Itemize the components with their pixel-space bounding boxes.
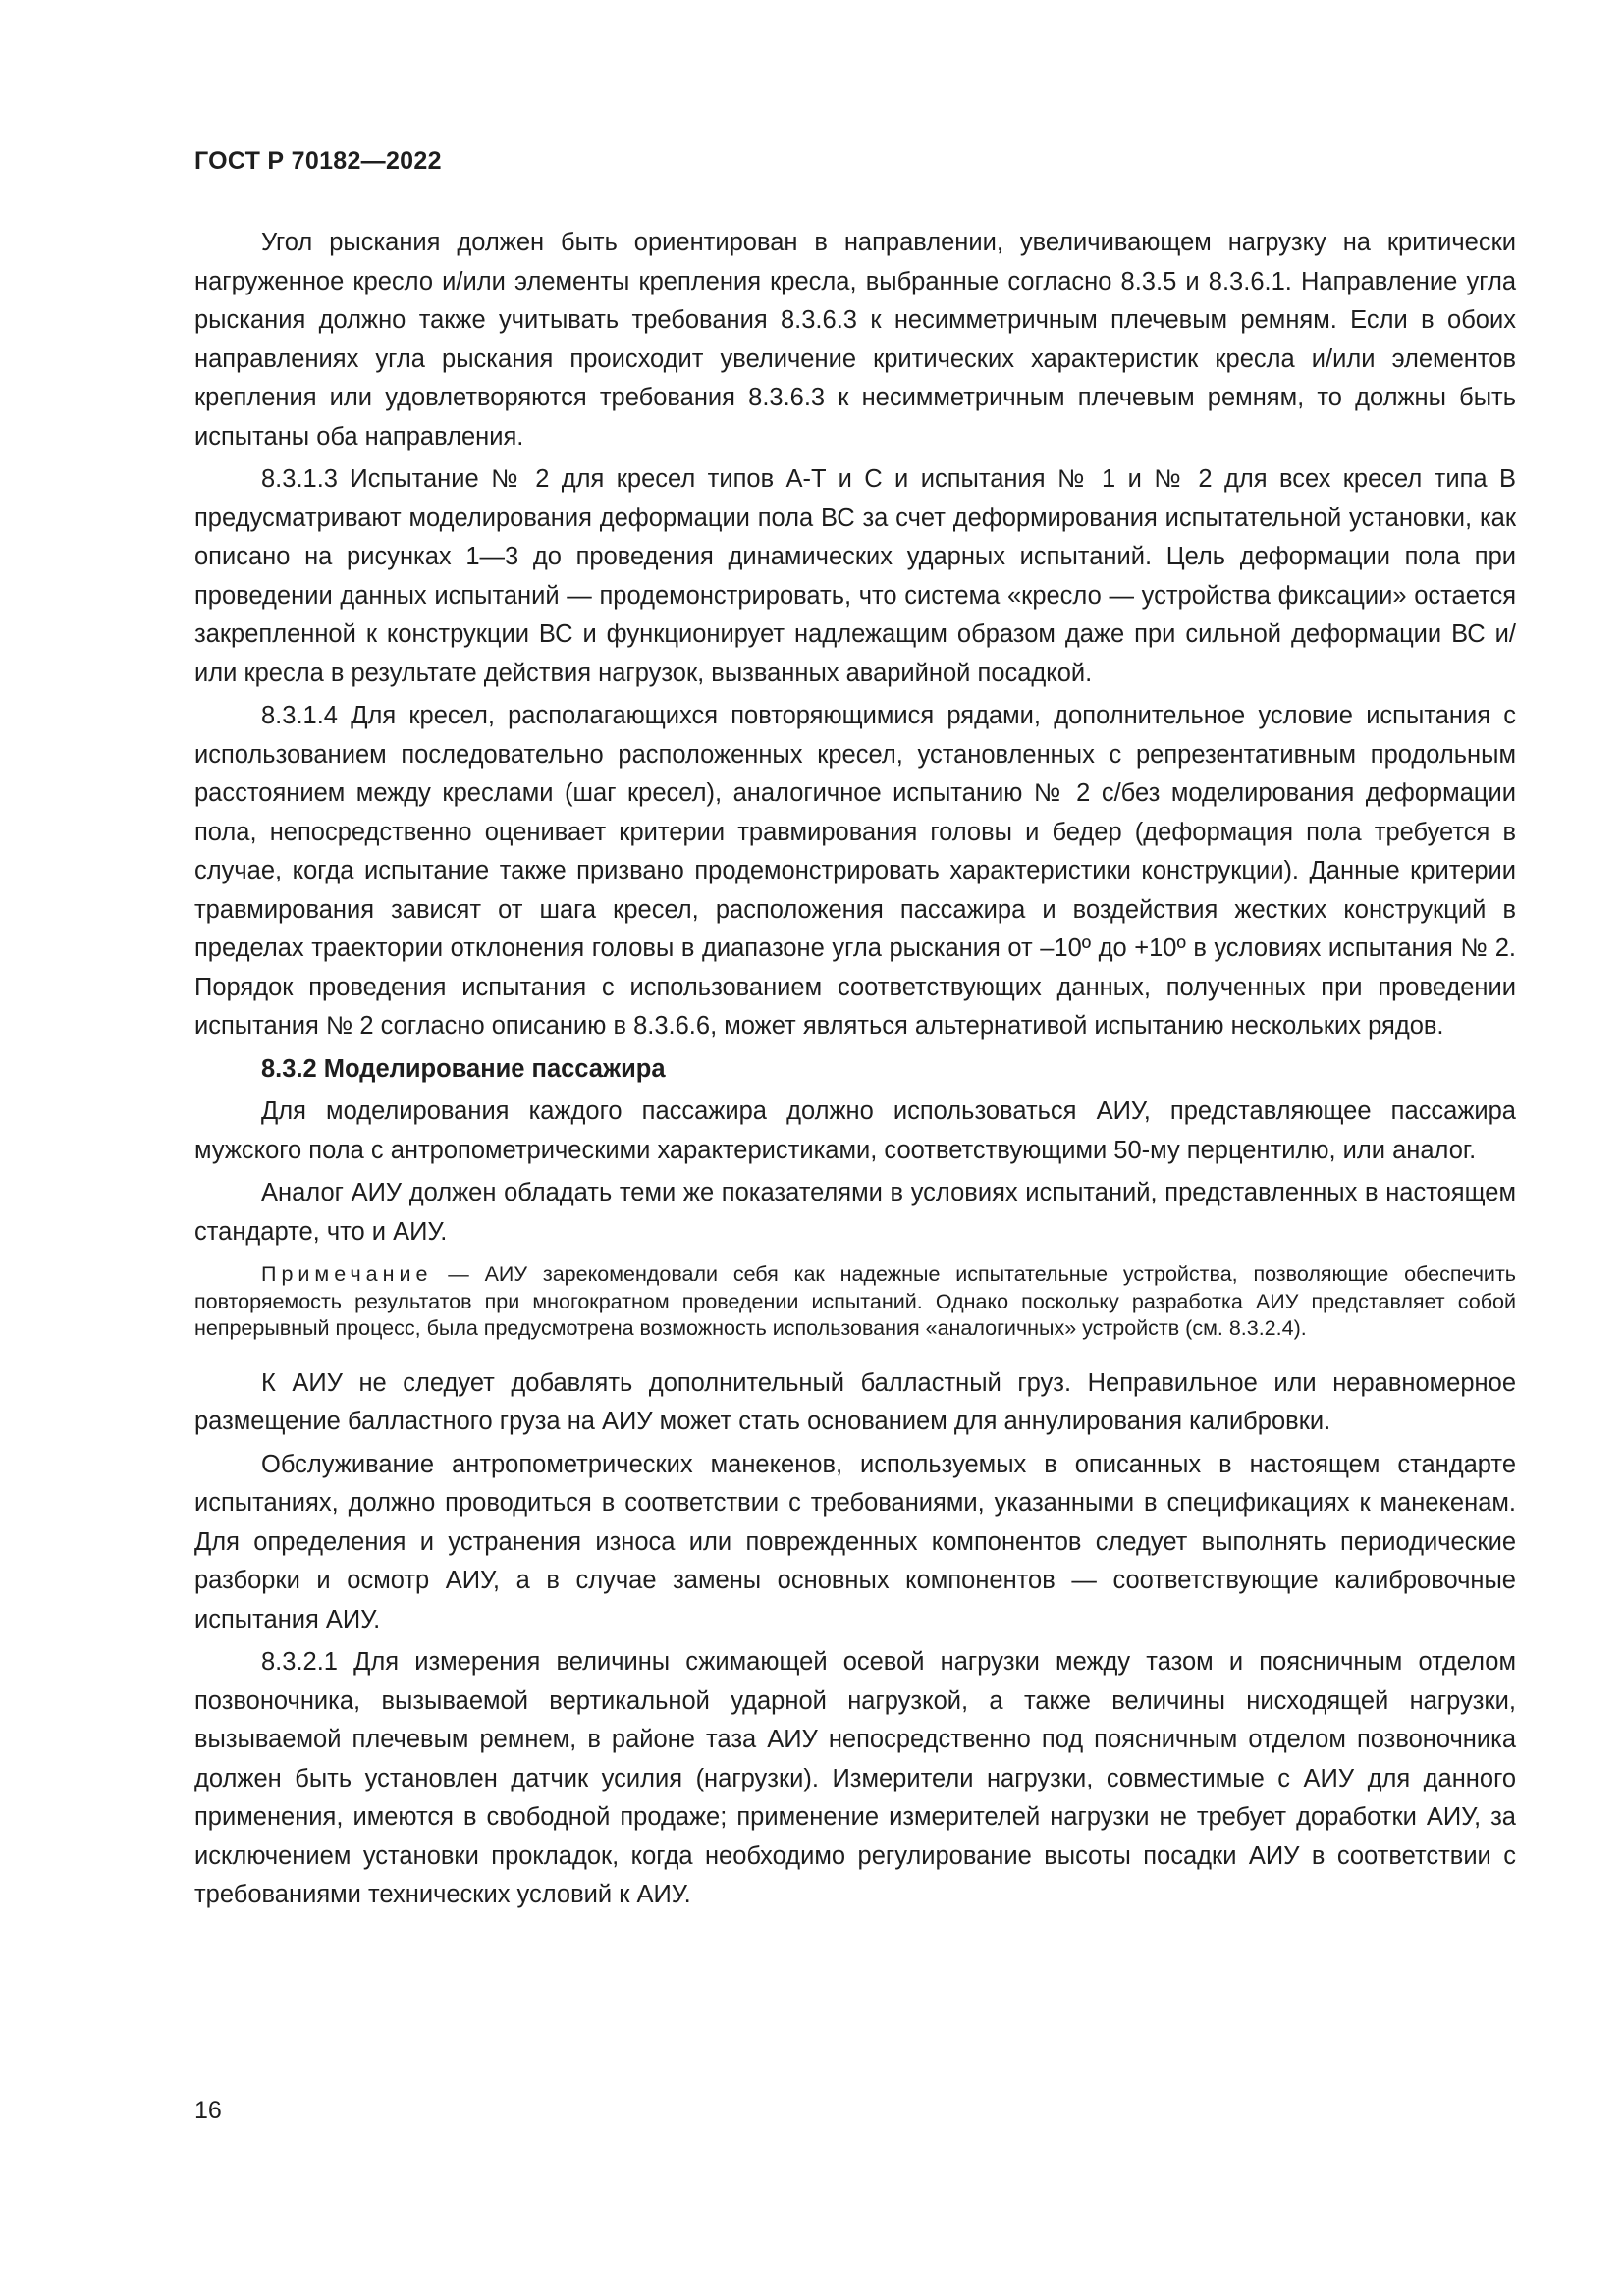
paragraph-maintenance: Обслуживание антропометрических манекенов, используемых в описанных в настоящем стандарте испытаниях, должно проводиться в соответствии с требованиями, указанными в спецификациях к манекенам. Для определения и устранения износа или поврежденных компонентов следует выполнять периодические разборки и осмотр АИУ, а в случае замены основных компонентов — соответствующие калибровочные испытания АИУ. — [194, 1450, 1516, 1633]
paragraph-passenger-modeling: Для моделирования каждого пассажира должно использоваться АИУ, представляющее пассажира мужского пола с антропометрическими характеристиками, соответствующими 50-му перцентилю, или аналог. — [194, 1097, 1516, 1164]
note-label: Примечание — [261, 1262, 433, 1286]
document-body — [194, 224, 1516, 1919]
document-header: ГОСТ Р 70182—2022 — [194, 147, 442, 175]
page-number: 16 — [194, 2097, 222, 2124]
paragraph-8-3-2-1: 8.3.2.1 Для измерения величины сжимающей осевой нагрузки между тазом и поясничным отделом позвоночника, вызываемой вертикальной ударной нагрузкой, а также величины нисходящей нагрузки, вызываемой плечевым ремнем, в районе таза АИУ непосредственно под поясничным отделом позвоночника должен быть установлен датчик усилия (нагрузки). Измерители нагрузки, совместимые с АИУ для данного применения, имеются в свободной продаже; применение измерителей нагрузки не требует доработки АИУ, за исключением установки прокладок, когда необходимо регулирование высоты посадки АИУ в соответствии с требованиями технических условий к АИУ. — [194, 1648, 1516, 1908]
paragraph-yaw-angle: Угол рыскания должен быть ориентирован в направлении, увеличивающем нагрузку на критически нагруженное кресло и/или элементы крепления кресла, выбранные согласно 8.3.5 и 8.3.6.1. Направление угла рыскания должно также учитывать требования 8.3.6.3 к несимметричным плечевым ремням. Если в обоих направлениях угла рыскания происходит увеличение критических характеристик кресла и/или элементов крепления или удовлетворяются требования 8.3.6.3 к несимметричным плечевым ремням, то должны быть испытаны оба направления. — [194, 229, 1516, 451]
paragraph-8-3-1-3: 8.3.1.3 Испытание № 2 для кресел типов A-T и C и испытания № 1 и № 2 для всех кресел типа B предусматривают моделирования деформации пола ВС за счет деформирования испытательной установки, как описано на рисунках 1—3 до проведения динамических ударных испытаний. Цель деформации пола при проведении данных испытаний — продемонстрировать, что система «кресло — устройства фиксации» остается закрепленной к конструкции ВС и функционирует надлежащим образом даже при сильной деформации ВС и/или кресла в результате действия нагрузок, вызванных аварийной посадкой. — [194, 465, 1516, 687]
note-text: — АИУ зарекомендовали себя как надежные испытательные устройства, позволяющие обеспечить повторяемость результатов при многократном проведении испытаний. Однако поскольку разработка АИУ представляет собой непрерывный процесс, была предусмотрена возможность использования «аналогичных» устройств (см. 8.3.2.4). — [194, 1262, 1516, 1340]
note — [194, 1261, 1516, 1343]
paragraph-ballast: К АИУ не следует добавлять дополнительный балластный груз. Неправильное или неравномерное размещение балластного груза на АИУ может стать основанием для аннулирования калибровки. — [194, 1368, 1516, 1435]
paragraph-8-3-1-4: 8.3.1.4 Для кресел, располагающихся повторяющимися рядами, дополнительное условие испытания с использованием последовательно расположенных кресел, установленных с репрезентативным продольным расстоянием между креслами (шаг кресел), аналогичное испытанию № 2 с/без моделирования деформации пола, непосредственно оценивает критерии травмирования головы и бедер (деформация пола требуется в случае, когда испытание также призвано продемонстрировать характеристики конструкции). Данные критерии травмирования зависят от шага кресел, расположения пассажира и воздействия жестких конструкций в пределах траектории отклонения головы в диапазоне угла рыскания от –10º до +10º в условиях испытания № 2. Порядок проведения испытания с использованием соответствующих данных, полученных при проведении испытания № 2 согласно описанию в 8.3.6.6, может являться альтернативой испытанию нескольких рядов. — [194, 702, 1516, 1040]
section-heading-8-3-2: 8.3.2 Моделирование пассажира — [261, 1054, 666, 1083]
paragraph-atd-analog: Аналог АИУ должен обладать теми же показателями в условиях испытаний, представленных в настоящем стандарте, что и АИУ. — [194, 1179, 1516, 1246]
